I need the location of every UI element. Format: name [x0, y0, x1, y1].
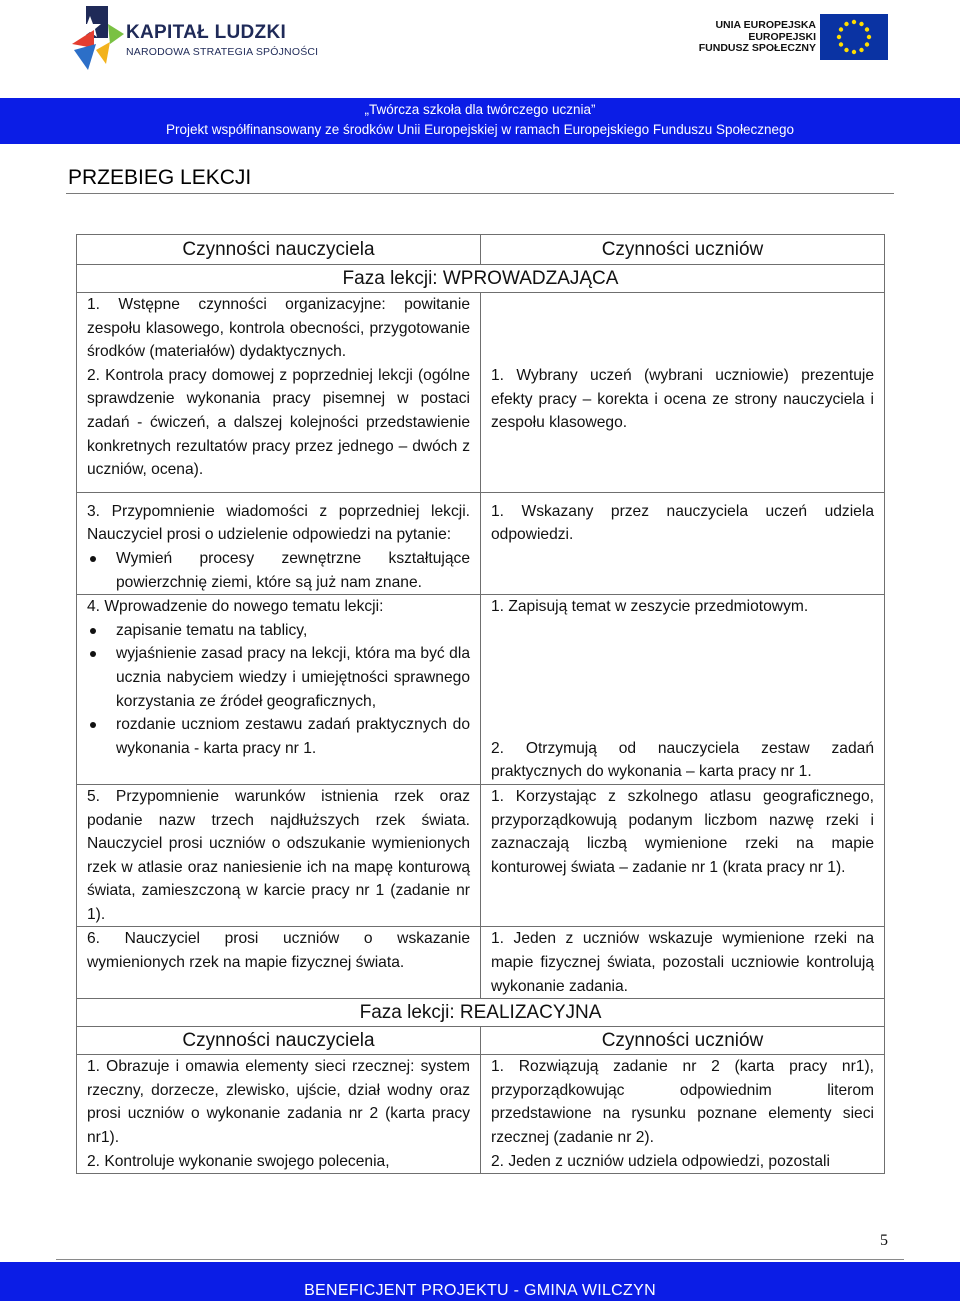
- title-divider: [66, 193, 894, 194]
- col-header-students: Czynności uczniów: [481, 235, 885, 265]
- list-item: rozdanie uczniom zestawu zadań praktycznych do wykonania - karta pracy nr 1.: [87, 713, 470, 760]
- students-cell: [481, 1055, 885, 1174]
- table-row: [77, 1055, 885, 1174]
- teacher-step-1: 1. Wstępne czynności organizacyjne: powitanie zespołu klasowego, kontrola obecności, przygotowanie środków (materiałów) dydaktycznych.: [87, 296, 470, 361]
- students-step-5: 1. Korzystając z szkolnego atlasu geograficznego, przyporządkowują podanym liczbom nazwę rzeki i zaznaczają liczbą wymienione rzeki na mapie konturowej świata – zadanie nr 1 (krata pracy nr 1).: [491, 787, 874, 876]
- table-row: [77, 595, 885, 785]
- eu-flag-icon: [820, 14, 888, 60]
- table-row: [77, 492, 885, 594]
- eu-text: [699, 20, 816, 55]
- teacher-step-4: 4. Wprowadzenie do nowego tematu lekcji:: [87, 598, 384, 616]
- teacher-step-2: 2. Kontrola pracy domowej z poprzedniej lekcji (ogólne sprawdzenie wykonania pracy pisemnej w postaci zadań - ćwiczeń, a dalszej kolejności przedstawienie konkretnych rezultatów pracy przez jednego – dwóch z uczniów, ocena).: [87, 366, 470, 479]
- phase-introductory: Faza lekcji: WPROWADZAJĄCA: [77, 265, 885, 293]
- project-name: „Twórcza szkoła dla twórczego ucznia”: [364, 102, 596, 117]
- footer-divider: [56, 1259, 904, 1260]
- list-item: zapisanie tematu na tablicy,: [87, 619, 470, 643]
- teacher-step-3-bullets: [87, 547, 470, 594]
- beneficiary-text: BENEFICJENT PROJEKTU - GMINA WILCZYN: [304, 1282, 656, 1299]
- phase-realization: Faza lekcji: REALIZACYJNA: [77, 999, 885, 1027]
- students-step-7: 1. Rozwiązują zadanie nr 2 (karta pracy nr1), przyporządkowując odpowiednim literom przedstawione na rysunku poznane elementy sieci rzecznej (zadanie nr 2).: [491, 1058, 874, 1147]
- teacher-step-5: 5. Przypomnienie warunków istnienia rzek oraz podanie nazw trzech najdłuższych rzek świata. Nauczyciel prosi uczniów o odszukanie wymienionych rzek w atlasie oraz naniesienie ich na mapę konturową świata, zamieszczoną w karcie pracy nr 1 (zadanie nr 1).: [87, 787, 470, 923]
- students-step-4b: 2. Otrzymują od nauczyciela zestaw zadań praktycznych do wykonania – karta pracy nr 1.: [491, 739, 874, 781]
- page-title: PRZEBIEG LEKCJI: [68, 166, 252, 189]
- lesson-table: [76, 234, 885, 1174]
- footer-banner: [0, 1262, 960, 1301]
- teacher-step-3: 3. Przypomnienie wiadomości z poprzedniej lekcji. Nauczyciel prosi o udzielenie odpowiedzi na pytanie:: [87, 502, 470, 544]
- table-row: [77, 784, 885, 927]
- students-step-8: 2. Jeden z uczniów udziela odpowiedzi, pozostali: [491, 1152, 830, 1170]
- list-item: wyjaśnienie zasad pracy na lekcji, która ma być dla ucznia nabyciem wiedzy i umiejętności sprawnego korzystania ze źródeł geograficznych,: [87, 642, 470, 713]
- kapital-ludzki-logo-icon: [66, 4, 130, 72]
- project-funding-note: Projekt współfinansowany ze środków Unii Europejskiej w ramach Europejskiego Funduszu Społecznego: [165, 122, 795, 137]
- students-step-2: 1. Wybrany uczeń (wybrani uczniowie) prezentuje efekty pracy – korekta i ocena ze strony nauczyciela i zespołu klasowego.: [491, 367, 874, 432]
- list-item: Wymień procesy zewnętrzne kształtujące powierzchnię ziemi, które są już nam znane.: [87, 547, 470, 594]
- phase-row: [77, 999, 885, 1027]
- phase-row: [77, 265, 885, 293]
- students-cell: [481, 927, 885, 999]
- table-row: [77, 927, 885, 999]
- students-cell: [481, 595, 885, 785]
- teacher-cell: [77, 1055, 481, 1174]
- teacher-step-8: 2. Kontroluje wykonanie swojego polecenia,: [87, 1152, 390, 1170]
- col-header-teacher-2: Czynności nauczyciela: [77, 1027, 481, 1055]
- table-header-row: [77, 1027, 885, 1055]
- eu-line-1: UNIA EUROPEJSKA: [715, 19, 816, 31]
- eu-line-2: EUROPEJSKI: [748, 30, 816, 43]
- students-cell: [481, 492, 885, 594]
- col-header-teacher: Czynności nauczyciela: [77, 235, 481, 265]
- teacher-cell: [77, 293, 481, 493]
- eu-line-3: FUNDUSZ SPOŁECZNY: [698, 42, 816, 54]
- students-cell: [481, 784, 885, 927]
- teacher-cell: [77, 784, 481, 927]
- table-row: [77, 293, 885, 493]
- col-header-students-2: Czynności uczniów: [481, 1027, 885, 1055]
- students-step-4a: 1. Zapisują temat w zeszycie przedmiotowym.: [491, 598, 809, 616]
- teacher-step-7: 1. Obrazuje i omawia elementy sieci rzecznej: system rzeczny, dorzecze, zlewisko, ujście, dział wodny oraz prosi uczniów o wykonanie zadania nr 2 (karta pracy nr1).: [87, 1058, 470, 1147]
- teacher-cell: [77, 595, 481, 785]
- students-step-6: 1. Jeden z uczniów wskazuje wymienione rzeki na mapie fizycznej świata, pozostali uczniowie kontrolują wykonanie zadania.: [491, 930, 874, 995]
- table-header-row: [77, 235, 885, 265]
- teacher-step-6: 6. Nauczyciel prosi uczniów o wskazanie wymienionych rzek na mapie fizycznej świata.: [87, 930, 470, 972]
- project-banner: [0, 98, 960, 144]
- header-logos: [0, 0, 960, 98]
- students-step-3: 1. Wskazany przez nauczyciela uczeń udziela odpowiedzi.: [491, 502, 874, 544]
- students-cell: [481, 293, 885, 493]
- kapital-ludzki-text: [126, 22, 318, 58]
- teacher-cell: [77, 927, 481, 999]
- kapital-ludzki-subtitle: NARODOWA STRATEGIA SPÓJNOŚCI: [126, 46, 319, 58]
- teacher-step-4-bullets: [87, 619, 470, 761]
- page-number: 5: [880, 1232, 888, 1249]
- teacher-cell: [77, 492, 481, 594]
- kapital-ludzki-title: KAPITAŁ LUDZKI: [126, 22, 287, 43]
